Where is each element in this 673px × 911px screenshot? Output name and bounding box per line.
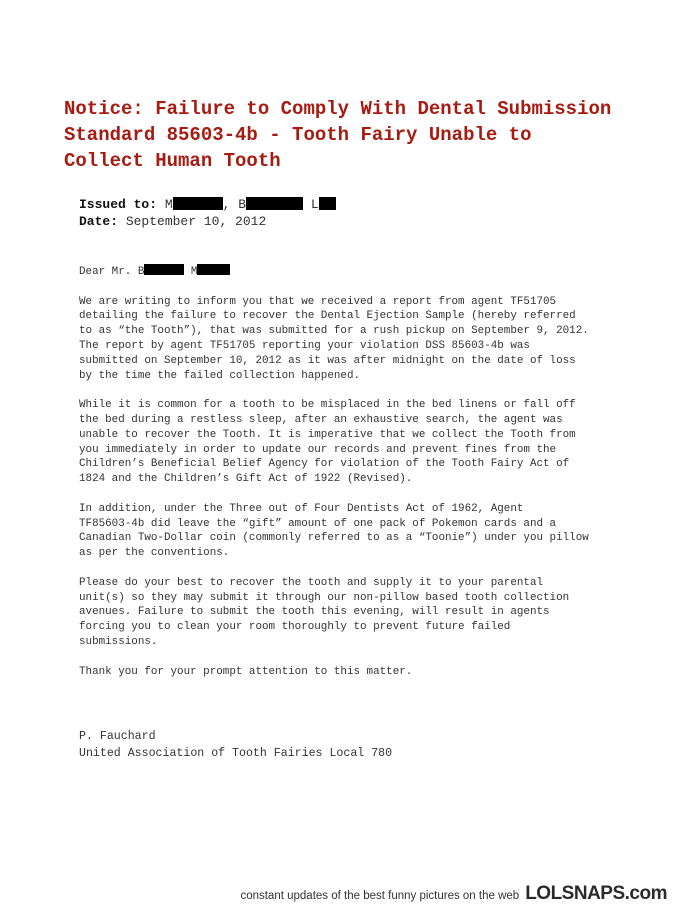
signature-organization: United Association of Tooth Fairies Local 780 [79, 746, 393, 760]
paragraph-line: 1824 and the Children’s Gift Act of 1922 (Revised). [79, 473, 413, 486]
paragraph-1 [79, 295, 669, 384]
redaction-bar [246, 197, 303, 210]
redaction-bar [319, 197, 336, 210]
paragraph-line: Canadian Two-Dollar coin (commonly referred to as a “Toonie”) under you pillow [79, 532, 589, 545]
title-line: Standard 85603-4b - Tooth Fairy Unable to [64, 124, 532, 146]
paragraph-line: to as “the Tooth”), that was submitted for a rush pickup on September 9, 2012. [79, 325, 589, 338]
paragraph-line: We are writing to inform you that we received a report from agent TF51705 [79, 295, 557, 308]
issued-to-name-initial-3: L [310, 197, 319, 212]
redaction-bar [144, 264, 184, 275]
date-value: September 10, 2012 [125, 214, 267, 229]
paragraph-line: submissions. [79, 635, 158, 648]
title-line: Collect Human Tooth [64, 150, 281, 172]
date-row [79, 213, 336, 230]
paragraph-4 [79, 576, 669, 650]
notice-meta [79, 196, 336, 230]
paragraph-line: Children’s Beneficial Belief Agency for violation of the Tooth Fairy Act of [79, 458, 570, 471]
issued-to-name-initial-2: B [238, 197, 247, 212]
issued-to-row [79, 196, 336, 213]
notice-title [64, 96, 664, 174]
paragraph-5 [79, 665, 669, 680]
paragraph-line: In addition, under the Three out of Four Dentists Act of 1962, Agent [79, 502, 524, 515]
paragraph-line: detailing the failure to recover the Dental Ejection Sample (hereby referred [79, 310, 576, 323]
paragraph-spacer [79, 561, 669, 576]
issued-to-name-initial-1: M [164, 197, 173, 212]
paragraph-2 [79, 398, 669, 487]
salutation-prefix: Dear Mr. B [79, 266, 145, 278]
paragraph-spacer [79, 650, 669, 665]
paragraph-line: the bed during a restless sleep, after an exhaustive search, the agent was [79, 413, 563, 426]
date-label: Date: [79, 214, 119, 229]
paragraph-line: unit(s) so they may submit it through our non-pillow based tooth collection [79, 591, 570, 604]
site-footer [240, 883, 667, 905]
signature-block [79, 729, 392, 762]
paragraph-line: The report by agent TF51705 reporting your violation DSS 85603-4b was [79, 339, 530, 352]
paragraph-line: as per the conventions. [79, 547, 230, 560]
redaction-bar [173, 197, 223, 210]
paragraph-spacer [79, 383, 669, 398]
paragraph-line: you immediately in order to update our records and prevent fines from the [79, 443, 557, 456]
paragraph-line: unable to recover the Tooth. It is imperative that we collect the Tooth from [79, 428, 576, 441]
paragraph-line: avenues. Failure to submit the tooth this evening, will result in agents [79, 606, 550, 619]
paragraph-3 [79, 502, 669, 561]
paragraph-line: submitted on September 10, 2012 as it was after midnight on the date of loss [79, 354, 576, 367]
issued-to-separator: , [222, 197, 231, 212]
paragraph-spacer [79, 487, 669, 502]
paragraph-line: While it is common for a tooth to be misplaced in the bed linens or fall off [79, 399, 576, 412]
paragraph-line: TF85603-4b did leave the “gift” amount of one pack of Pokemon cards and a [79, 517, 557, 530]
redaction-bar [197, 264, 230, 275]
paragraph-line: Thank you for your prompt attention to this matter. [79, 665, 413, 678]
paragraph-line: Please do your best to recover the tooth and supply it to your parental [79, 576, 544, 589]
issued-to-label: Issued to: [79, 197, 158, 212]
paragraph-spacer [79, 280, 669, 295]
title-line: Notice: Failure to Comply With Dental Submission [64, 98, 612, 120]
letter-body [79, 264, 669, 679]
footer-tagline: constant updates of the best funny pictures on the web [240, 890, 520, 902]
paragraph-line: forcing you to clean your room thoroughly to prevent future failed [79, 621, 511, 634]
paragraph-line: by the time the failed collection happened. [79, 369, 361, 382]
salutation-initial: M [190, 266, 198, 278]
salutation [79, 264, 669, 280]
signature-name: P. Fauchard [79, 730, 156, 743]
lolsnaps-logo: LOLSNAPS.com [525, 883, 667, 904]
